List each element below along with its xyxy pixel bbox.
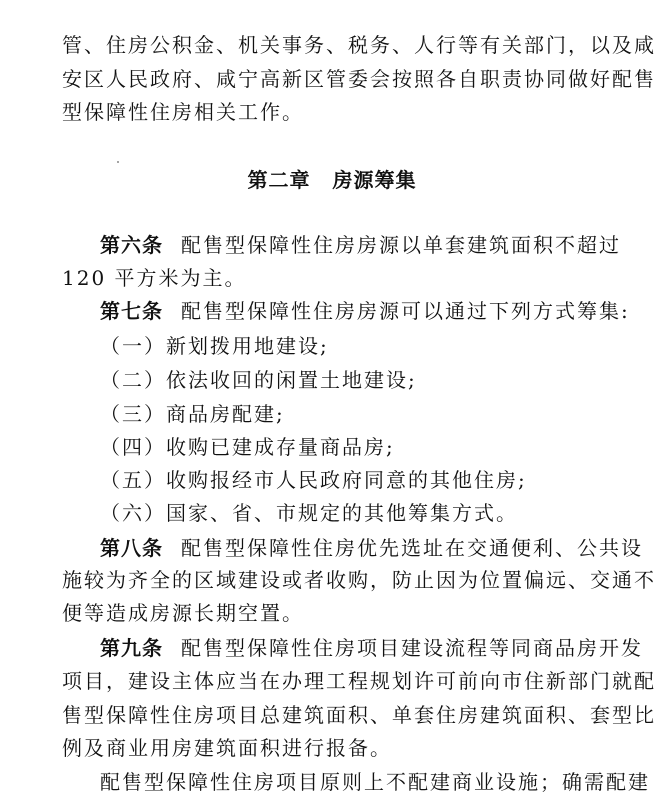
article-8-label: 第八条 [100, 536, 163, 560]
article-6-label: 第六条 [100, 233, 163, 257]
chapter-number: 第二章 [247, 168, 311, 192]
list-item: （三）商品房配建; [100, 402, 285, 426]
intro-line-1: 管、住房公积金、机关事务、税务、人行等有关部门，以及咸 [62, 33, 656, 57]
article-6-line-2: 120 平方米为主。 [62, 266, 247, 290]
article-7-label: 第七条 [100, 299, 163, 323]
list-item: （二）依法收回的闲置土地建设; [100, 368, 417, 392]
article-9-line-2: 项目，建设主体应当在办理工程规划许可前向市住新部门就配 [62, 669, 656, 693]
scan-speck [117, 161, 119, 163]
article-9-line-3: 售型保障性住房项目总建筑面积、单套住房建筑面积、套型比 [62, 703, 656, 727]
article-9-text-1: 配售型保障性住房项目建设流程等同商品房开发 [181, 636, 643, 660]
intro-line-2: 安区人民政府、咸宁高新区管委会按照各自职责协同做好配售 [62, 67, 656, 91]
article-8-line-1 [100, 533, 664, 563]
article-8-line-2: 施较为齐全的区域建设或者收购，防止因为位置偏远、交通不 [62, 568, 656, 592]
article-9-line-4: 例及商业用房建筑面积进行报备。 [62, 736, 392, 760]
list-item: （四）收购已建成存量商品房; [100, 435, 395, 459]
list-item: （五）收购报经市人民政府同意的其他住房; [100, 468, 527, 492]
article-6-text-1: 配售型保障性住房房源以单套建筑面积不超过 [181, 233, 621, 257]
intro-line-3: 型保障性住房相关工作。 [62, 100, 304, 124]
list-item: （一）新划拨用地建设; [100, 334, 329, 358]
chapter-title: 房源筹集 [332, 168, 417, 192]
article-8-text-1: 配售型保障性住房优先选址在交通便利、公共设 [181, 536, 643, 560]
last-paragraph-line-1: 配售型保障性住房项目原则上不配建商业设施；确需配建 [100, 770, 650, 794]
article-9-label: 第九条 [100, 636, 163, 660]
list-item: （六）国家、省、市规定的其他筹集方式。 [100, 501, 518, 525]
article-7-text: 配售型保障性住房房源可以通过下列方式筹集: [181, 299, 630, 323]
article-9-line-1 [100, 633, 664, 663]
article-7-line-1 [100, 296, 664, 326]
chapter-heading [0, 165, 664, 195]
article-8-line-3: 便等造成房源长期空置。 [62, 601, 304, 625]
article-6-line-1 [100, 230, 664, 260]
